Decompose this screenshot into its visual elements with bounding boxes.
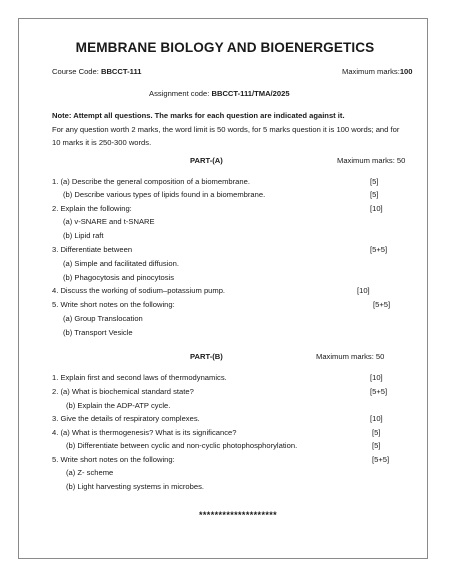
- assignment-code-label: Assignment code:: [149, 89, 212, 98]
- question-text: 3. Give the details of respiratory complexes.: [52, 414, 200, 423]
- question-text: (b) Describe various types of lipids found in a biomembrane.: [63, 190, 266, 199]
- question-marks: [10]: [370, 204, 383, 213]
- question-text: 5. Write short notes on the following:: [52, 455, 175, 464]
- note: Note: Attempt all questions. The marks for each question are indicated against it.: [52, 111, 345, 120]
- question-marks: [5+5]: [373, 300, 391, 309]
- end-of-paper-stars: ********************: [199, 510, 278, 520]
- course-code-label: Course Code:: [52, 67, 101, 76]
- question-marks: [5+5]: [370, 387, 388, 396]
- question-text: 3. Differentiate between: [52, 245, 133, 254]
- maximum-marks-value: 100: [399, 67, 413, 76]
- maximum-marks-label: Maximum marks:: [342, 67, 400, 76]
- question-marks: [10]: [370, 414, 383, 423]
- part-a-max-marks: Maximum marks: 50: [337, 156, 406, 165]
- part-b-heading: PART-(B): [190, 352, 223, 361]
- question-marks: [10]: [370, 373, 383, 382]
- part-b-max-marks: Maximum marks: 50: [316, 352, 385, 361]
- question-text: (a) v-SNARE and t-SNARE: [63, 217, 155, 226]
- question-text: (a) Z- scheme: [66, 468, 114, 477]
- word-limit-line-1: For any question worth 2 marks, the word limit is 50 words, for 5 marks question it is 100 words; and for: [52, 125, 400, 134]
- question-text: 5. Write short notes on the following:: [52, 300, 175, 309]
- question-text: 1. (a) Describe the general composition of a biomembrane.: [52, 177, 250, 186]
- question-text: (b) Transport Vesicle: [63, 328, 133, 337]
- question-text: (b) Lipid raft: [63, 231, 104, 240]
- question-text: 1. Explain first and second laws of thermodynamics.: [52, 373, 227, 382]
- assignment-code: [149, 89, 290, 98]
- question-text: (a) Group Translocation: [63, 314, 143, 323]
- course-code-value: BBCCT-111: [100, 67, 142, 76]
- course-code: [52, 67, 141, 76]
- question-text: 2. (a) What is biochemical standard state?: [52, 387, 194, 396]
- maximum-marks: [342, 67, 412, 76]
- question-text: 4. Discuss the working of sodium–potassium pump.: [52, 286, 226, 295]
- question-marks: [5]: [370, 190, 379, 199]
- question-text: (a) Simple and facilitated diffusion.: [63, 259, 179, 268]
- question-text: (b) Differentiate between cyclic and non-cyclic photophosphorylation.: [66, 441, 298, 450]
- question-text: (b) Explain the ADP-ATP cycle.: [66, 401, 171, 410]
- question-marks: [5]: [370, 177, 379, 186]
- question-marks: [10]: [357, 286, 370, 295]
- question-text: 4. (a) What is thermogenesis? What is its significance?: [52, 428, 237, 437]
- word-limit-line-2: 10 marks it is 250-300 words.: [52, 138, 152, 147]
- question-text: 2. Explain the following:: [52, 204, 132, 213]
- question-text: (b) Phagocytosis and pinocytosis: [63, 273, 175, 282]
- question-text: (b) Light harvesting systems in microbes.: [66, 482, 205, 491]
- assignment-code-value: BBCCT-111/TMA/2025: [211, 89, 290, 98]
- question-marks: [5]: [372, 441, 381, 450]
- question-marks: [5]: [372, 428, 381, 437]
- page-title: MEMBRANE BIOLOGY AND BIOENERGETICS: [75, 40, 375, 55]
- question-marks: [5+5]: [370, 245, 388, 254]
- part-a-heading: PART-(A): [190, 156, 223, 165]
- question-marks: [5+5]: [372, 455, 390, 464]
